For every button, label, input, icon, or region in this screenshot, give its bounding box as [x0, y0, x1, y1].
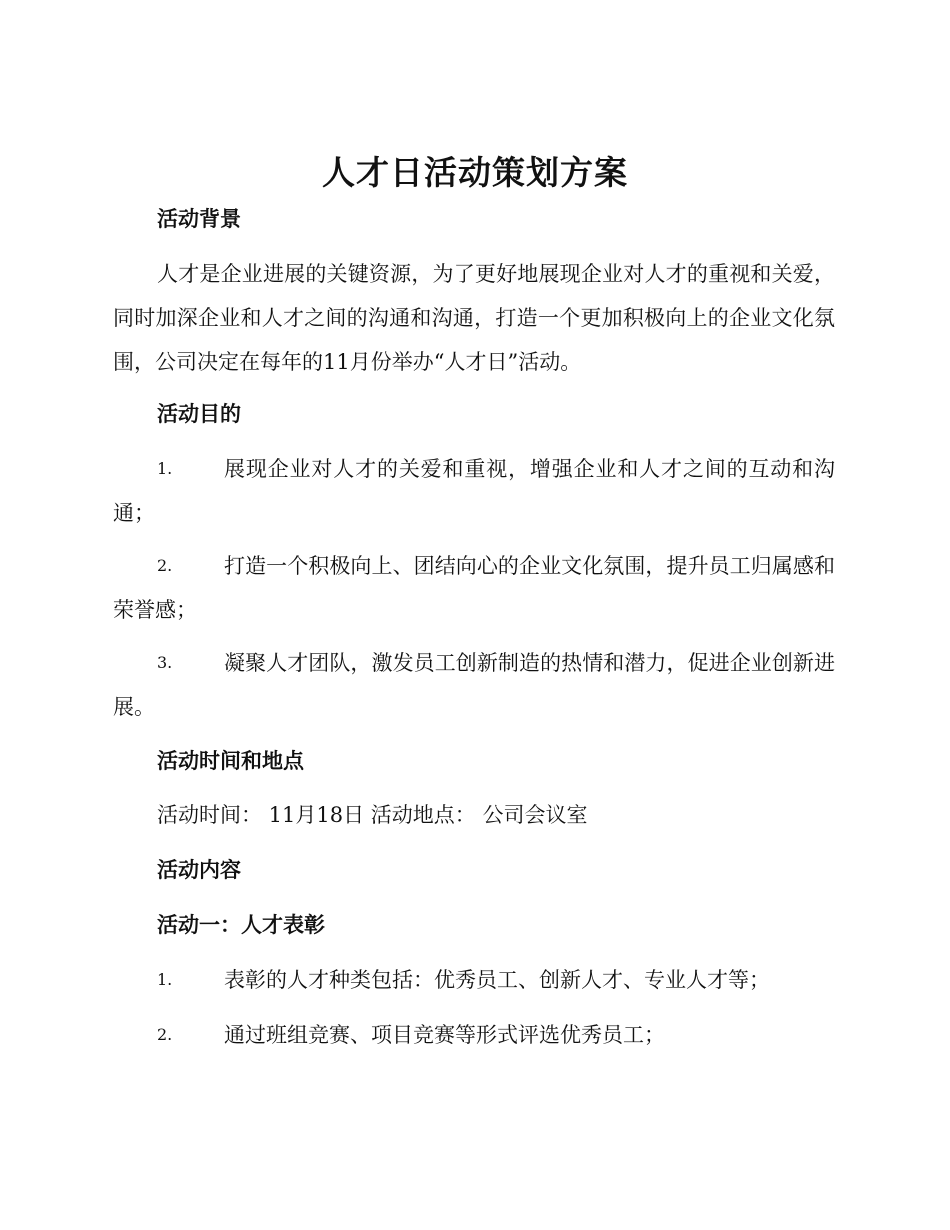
background-paragraph: 人才是企业进展的关键资源，为了更好地展现企业对人才的重视和关爱，同时加深企业和人才之间的沟通和沟通，打造一个更加积极向上的企业文化氛围，公司决定在每年的11月份举办“人才日”活动。 — [113, 262, 835, 374]
document-title: 人才日活动策划方案 — [322, 153, 628, 192]
purpose-item-3 — [113, 641, 835, 729]
purpose-item-2 — [113, 544, 835, 632]
list-number: 1. — [157, 459, 173, 478]
list-text: 表彰的人才种类包括：优秀员工、创新人才、专业人才等； — [224, 968, 770, 992]
list-text: 打造一个积极向上、团结向心的企业文化氛围，提升员工归属感和荣誉感； — [113, 554, 835, 622]
list-number: 2. — [157, 556, 173, 575]
list-number: 1. — [157, 970, 173, 989]
section-heading-purpose: 活动目的 — [157, 402, 241, 426]
list-number: 3. — [157, 653, 173, 672]
section-heading-time-place: 活动时间和地点 — [157, 749, 304, 773]
section-heading-content: 活动内容 — [157, 858, 241, 882]
purpose-item-1 — [113, 447, 835, 535]
content-item-1 — [113, 958, 835, 1002]
section-heading-background: 活动背景 — [157, 207, 241, 231]
list-number: 2. — [157, 1025, 173, 1044]
list-text: 通过班组竞赛、项目竞赛等形式评选优秀员工； — [224, 1023, 665, 1047]
sub-heading-activity-one: 活动一：人才表彰 — [157, 913, 325, 937]
time-place-line: 活动时间： 11月18日 活动地点： 公司会议室 — [157, 803, 588, 827]
content-item-2 — [113, 1013, 835, 1057]
list-text: 展现企业对人才的关爱和重视，增强企业和人才之间的互动和沟通； — [113, 457, 835, 525]
list-text: 凝聚人才团队，激发员工创新制造的热情和潜力，促进企业创新进展。 — [113, 651, 835, 719]
